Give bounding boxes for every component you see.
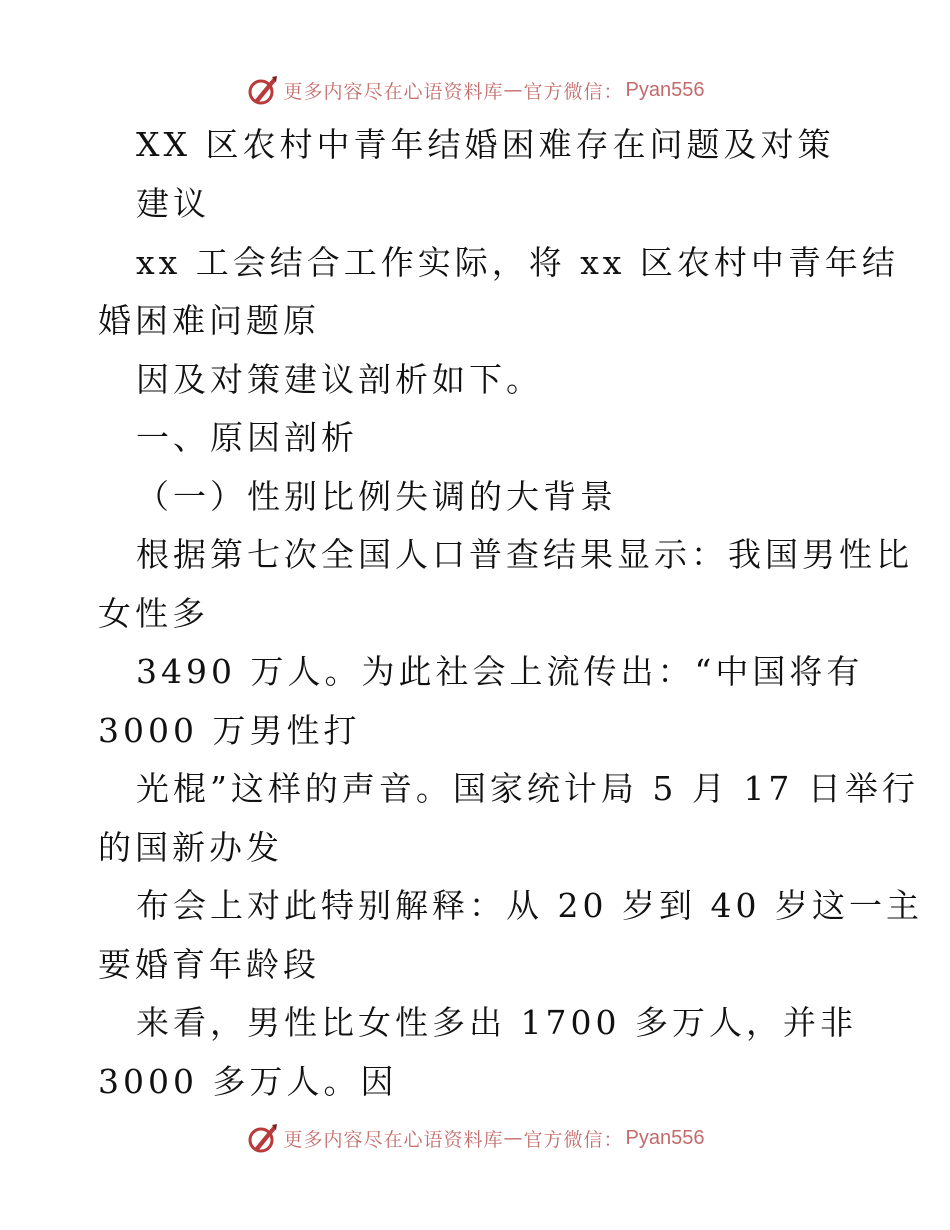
paragraph-line: 女性多 xyxy=(98,594,209,633)
section-heading: 一、原因剖析 xyxy=(136,418,358,457)
paragraph-line: 来看，男性比女性多出 1700 多万人，并非 xyxy=(136,1003,857,1042)
banner-suffix: 官方微信： xyxy=(523,1128,624,1151)
banner-text: 更多内容尽在心语资料库 xyxy=(283,1128,504,1151)
paragraph-line: 婚困难问题原 xyxy=(98,301,320,340)
paragraph-line: 的国新办发 xyxy=(98,828,283,867)
subsection-heading: （一）性别比例失调的大背景 xyxy=(136,477,617,516)
document-title-line-1: XX 区农村中青年结婚困难存在问题及对策 xyxy=(136,125,835,164)
paragraph-line: 3000 多万人。因 xyxy=(98,1062,398,1101)
banner-separator: — xyxy=(503,1127,524,1149)
paragraph-line: xx 工会结合工作实际，将 xx 区农村中青年结 xyxy=(136,243,899,282)
paragraph-line: 光棍”这样的声音。国家统计局 5 月 17 日举行 xyxy=(136,769,919,808)
pen-logo-icon xyxy=(246,1121,280,1155)
document-title-line-2: 建议 xyxy=(136,184,210,223)
paragraph-line: 要婚育年龄段 xyxy=(98,945,320,984)
paragraph-line: 因及对策建议剖析如下。 xyxy=(136,360,543,399)
footer-banner xyxy=(0,1118,950,1158)
paragraph-line: 根据第七次全国人口普查结果显示：我国男性比 xyxy=(136,535,913,574)
paragraph-line: 布会上对此特别解释：从 20 岁到 40 岁这一主 xyxy=(136,886,923,925)
banner-wechat-id: Pyan556 xyxy=(625,1126,705,1149)
banner-text: 更多内容尽在心语资料库 xyxy=(283,80,504,103)
header-banner xyxy=(0,70,950,110)
paragraph-line: 3490 万人。为此社会上流传出：“中国将有 xyxy=(136,652,864,691)
banner-separator: — xyxy=(503,79,524,101)
banner-suffix: 官方微信： xyxy=(523,80,624,103)
pen-logo-icon xyxy=(246,73,280,107)
paragraph-line: 3000 万男性打 xyxy=(98,711,361,750)
banner-wechat-id: Pyan556 xyxy=(625,78,705,101)
